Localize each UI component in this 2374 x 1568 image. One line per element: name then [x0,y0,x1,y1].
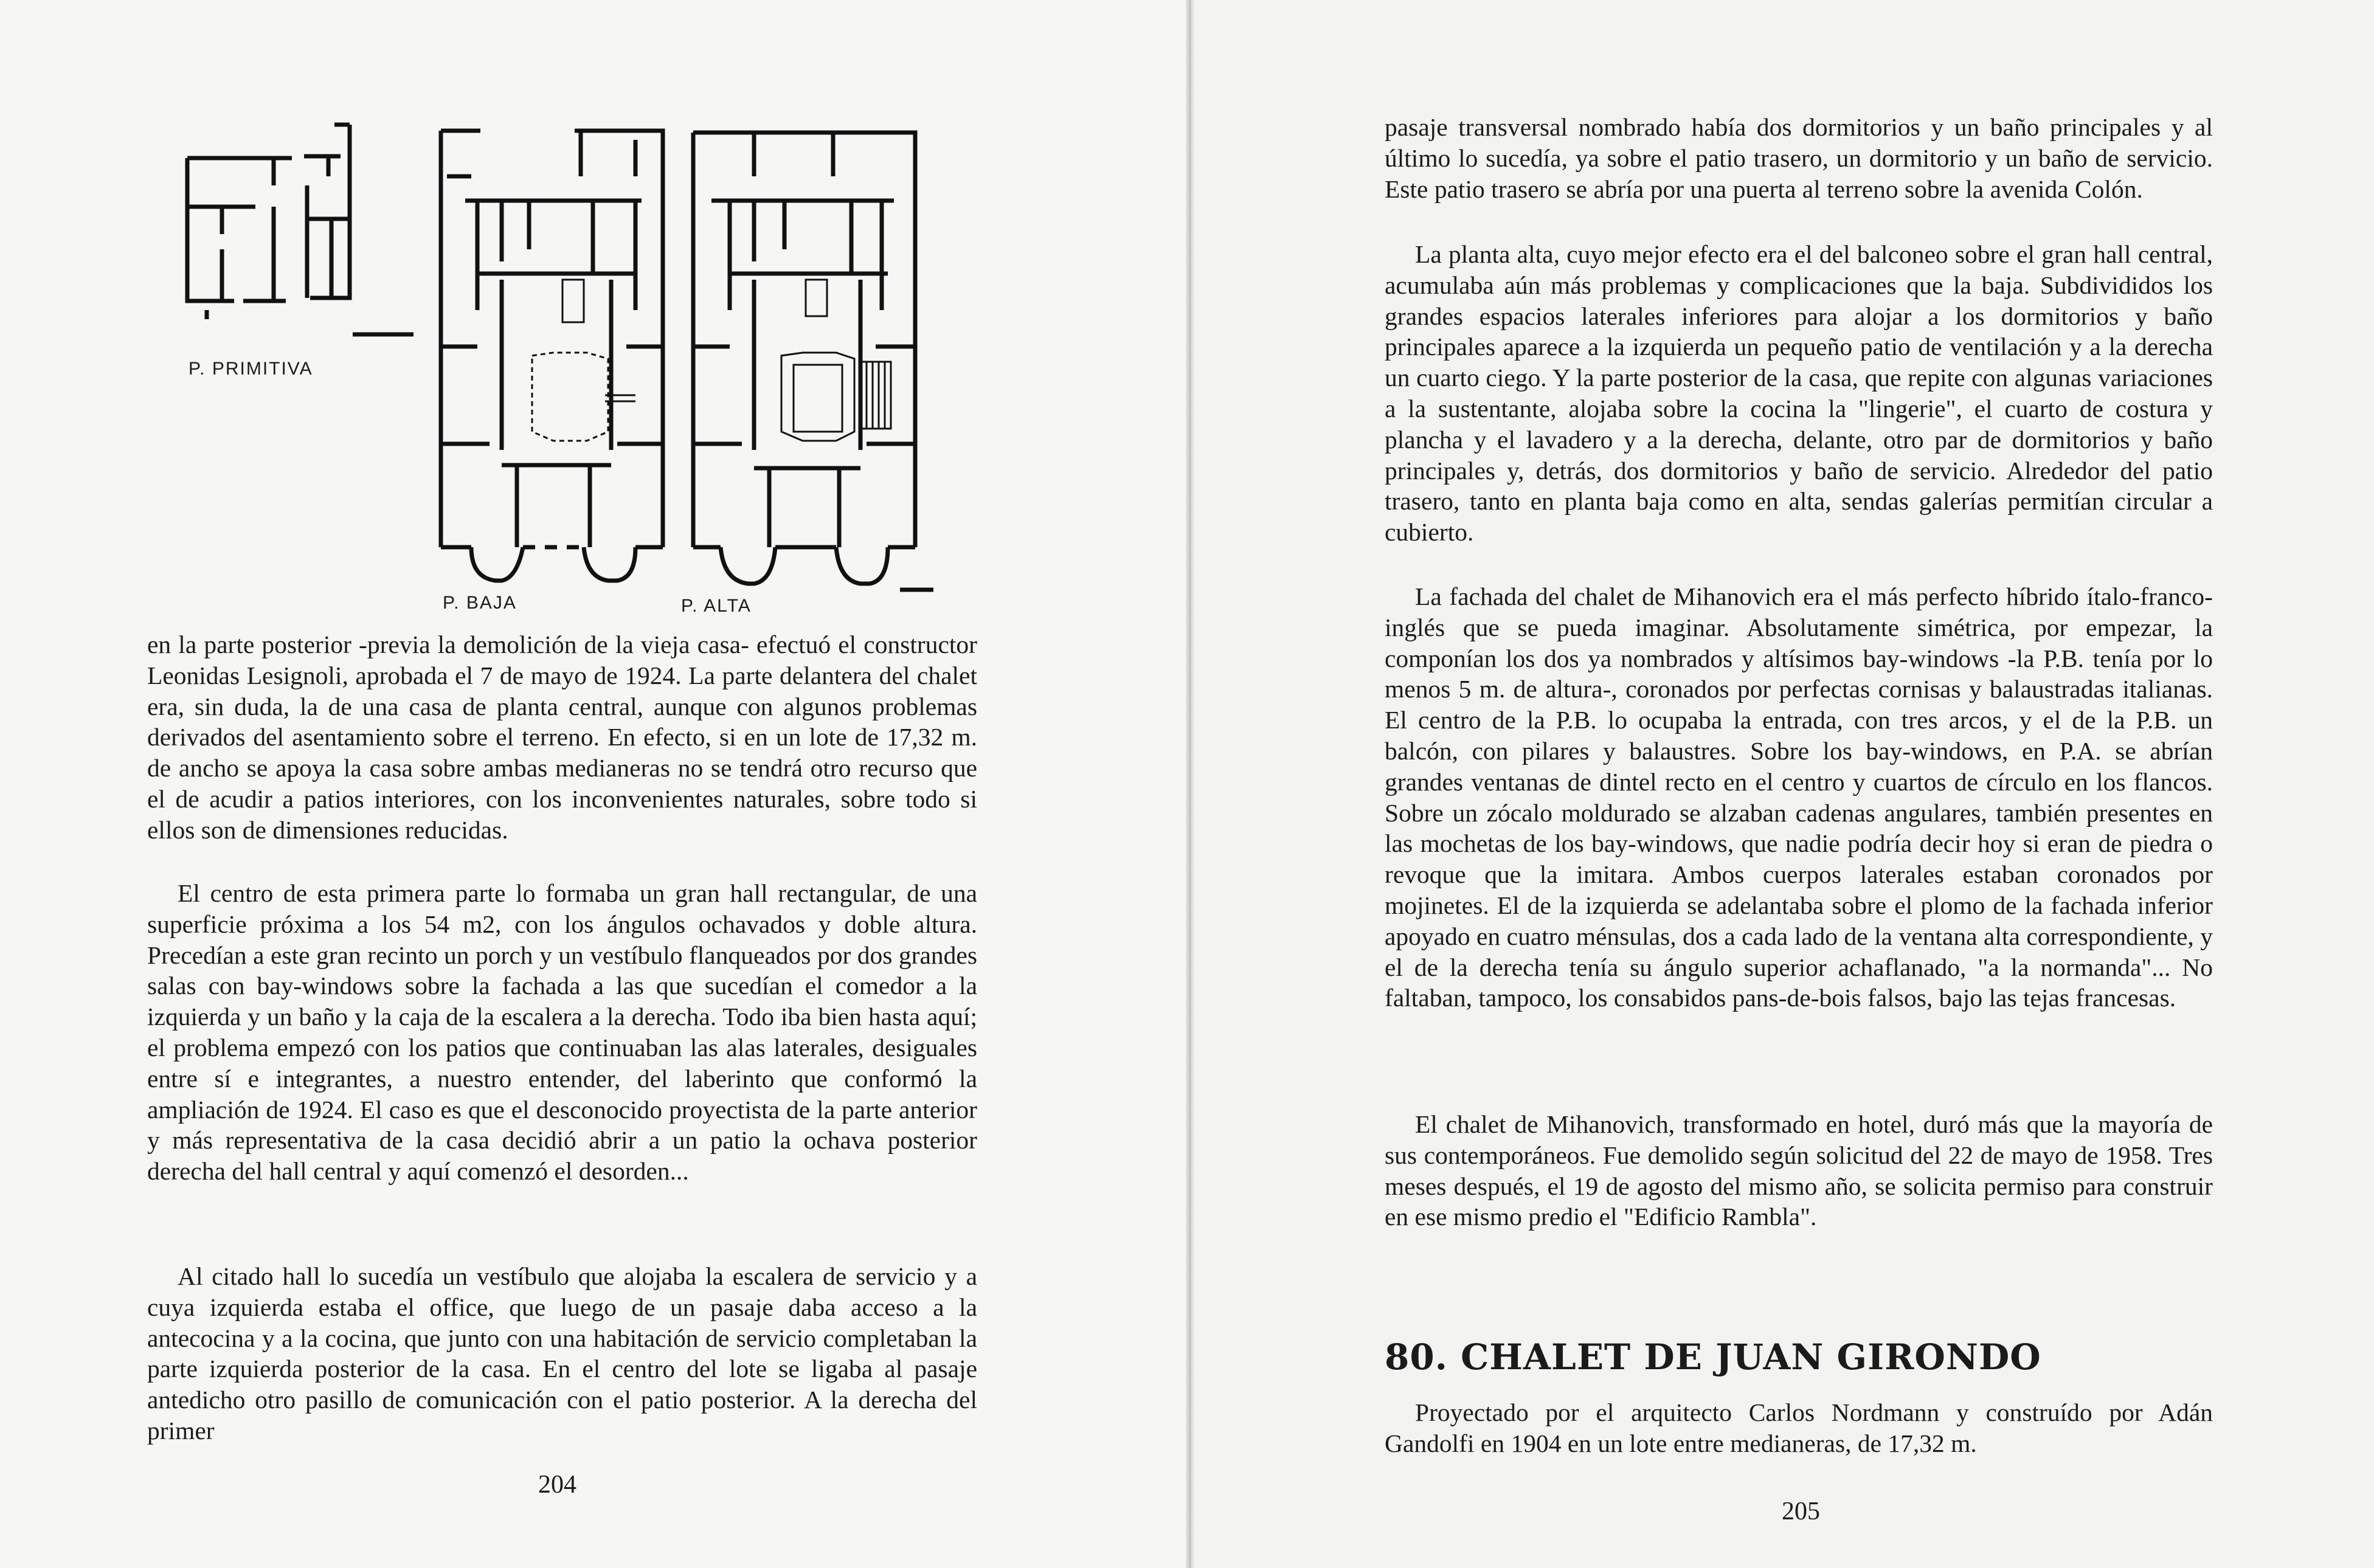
left-paragraph-2: El centro de esta primera parte lo formaba un gran hall rectangular, de una superficie próxima a los 54 m2, con los ángulos ochavados y doble altura. Precedían a este gran recinto un porch y un vestíbulo flanqueados por dos grandes salas con bay-windows sobre la fachada a las que sucedían el comedor a la izquierda y un baño y la caja de la escalera a la derecha. Todo iba bien hasta aquí; el problema empezó con los patios que continuaban las alas laterales, desiguales entre sí e integrantes, a nuestro entender, del laberinto que conformó la ampliación de 1924. El caso es que el desconocido proyectista de la parte anterior y más representativa de la casa decidió abrir a un patio la ochava posterior derecha del hall central y aquí comenzó el desorden... [147,879,977,1186]
section-heading: 80. CHALET DE JUAN GIRONDO [1385,1336,2041,1378]
right-paragraph-1: pasaje transversal nombrado había dos dormitorios y un baño principales y al último lo sucedía, ya sobre el patio trasero, un dormitorio y un baño de servicio. Este patio trasero se abría por una puerta al terreno sobre la avenida Colón. [1385,113,2213,203]
book-gutter [1186,0,1194,1568]
plan-primitiva-drawing [182,119,420,350]
right-paragraph-3: La fachada del chalet de Mihanovich era el más perfecto híbrido ítalo-franco-inglés que se pueda imaginar. Absolutamente simétrica, por empezar, la componían los dos ya nombrados y altísimos bay-windows -la P.B. tenía por lo menos 5 m. de altura-, coronados por perfectas cornisas y balaustradas italianas. El centro de la P.B. lo ocupaba la entrada, con tres arcos, y el de la P.B. un balcón, con pilares y balaustres. Sobre los bay-windows, en P.A. se abrían grandes ventanas de dintel recto en el centro y cuartos de círculo en los flancos. Sobre un zócalo moldurado se alzaban cadenas angulares, también presentes en las mochetas de los bay-windows, que nadie podría decir hoy si eran de piedra o revoque que la imitara. Ambos cuerpos laterales estaban coronados por mojinetes. El de la izquierda se adelantaba sobre el plomo de la fachada inferior apoyado en cuatro ménsulas, dos a cada lado de la ventana alta correspondiente, y el de la derecha tenía su ángulo superior achaflanado, "a la normanda"... No faltaban, tampoco, los consabidos pans-de-bois falsos, bajo las tejas francesas. [1385,582,2213,1012]
right-paragraph-2: La planta alta, cuyo mejor efecto era el del balconeo sobre el gran hall central, acumulaba aún más problemas y complicaciones que la baja. Subdivididos los grandes espacios laterales inferiores para alojar a los dormitorios y baño principales aparece a la izquierda un pequeño patio de ventilación y a la derecha un cuarto ciego. Y la parte posterior de la casa, que repite con algunas variaciones a la sustentante, alojaba sobre la cocina la "lingerie", el cuarto de costura y plancha y el lavadero y a la derecha, delante, otro par de dormitorios y baño principales y, detrás, dos dormitorios y baño de servicio. Alrededor del patio trasero, tanto en planta baja como en alta, sendas galerías permitían circular a cubierto. [1385,240,2213,547]
plan-baja-drawing [435,128,675,590]
right-page-number: 205 [1782,1497,1820,1525]
section-paragraph: Proyectado por el arquitecto Carlos Nordmann y construído por Adán Gandolfi en 1904 en un lote entre medianeras, de 17,32 m. [1385,1398,2213,1457]
plan-alta-drawing [687,128,940,608]
left-page-number: 204 [538,1471,576,1499]
left-paragraph-3: Al citado hall lo sucedía un vestíbulo que alojaba la escalera de servicio y a cuya izquierda estaba el office, que luego de un pasaje daba acceso a la antecocina y a la cocina, que junto con una habitación de servicio completaban la parte izquierda posterior de la casa. En el centro del lote se ligaba al pasaje antedicho otro pasillo de comunicación con el patio posterior. A la derecha del primer [147,1262,977,1445]
left-paragraph-1: en la parte posterior -previa la demolición de la vieja casa- efectuó el constructor Leonidas Lesignoli, aprobada el 7 de mayo de 1924. La parte delantera del chalet era, sin duda, la de una casa de planta central, aunque con algunos problemas derivados del asentamiento sobre el terreno. En efecto, si en un lote de 17,32 m. de ancho se apoya la casa sobre ambas medianeras no se tendrá otro recurso que el de acudir a patios interiores, con los inconvenientes naturales, sobre todo si ellos son de dimensiones reducidas. [147,630,977,844]
plan-primitiva-label: P. PRIMITIVA [189,359,313,379]
right-paragraph-4: El chalet de Mihanovich, transformado en hotel, duró más que la mayoría de sus contemporáneos. Fue demolido según solicitud del 22 de mayo de 1958. Tres meses después, el 19 de agosto del mismo año, se solicita permiso para construir en ese mismo predio el "Edificio Rambla". [1385,1110,2213,1231]
plan-alta-label: P. ALTA [681,596,752,616]
plan-baja-label: P. BAJA [443,593,517,613]
